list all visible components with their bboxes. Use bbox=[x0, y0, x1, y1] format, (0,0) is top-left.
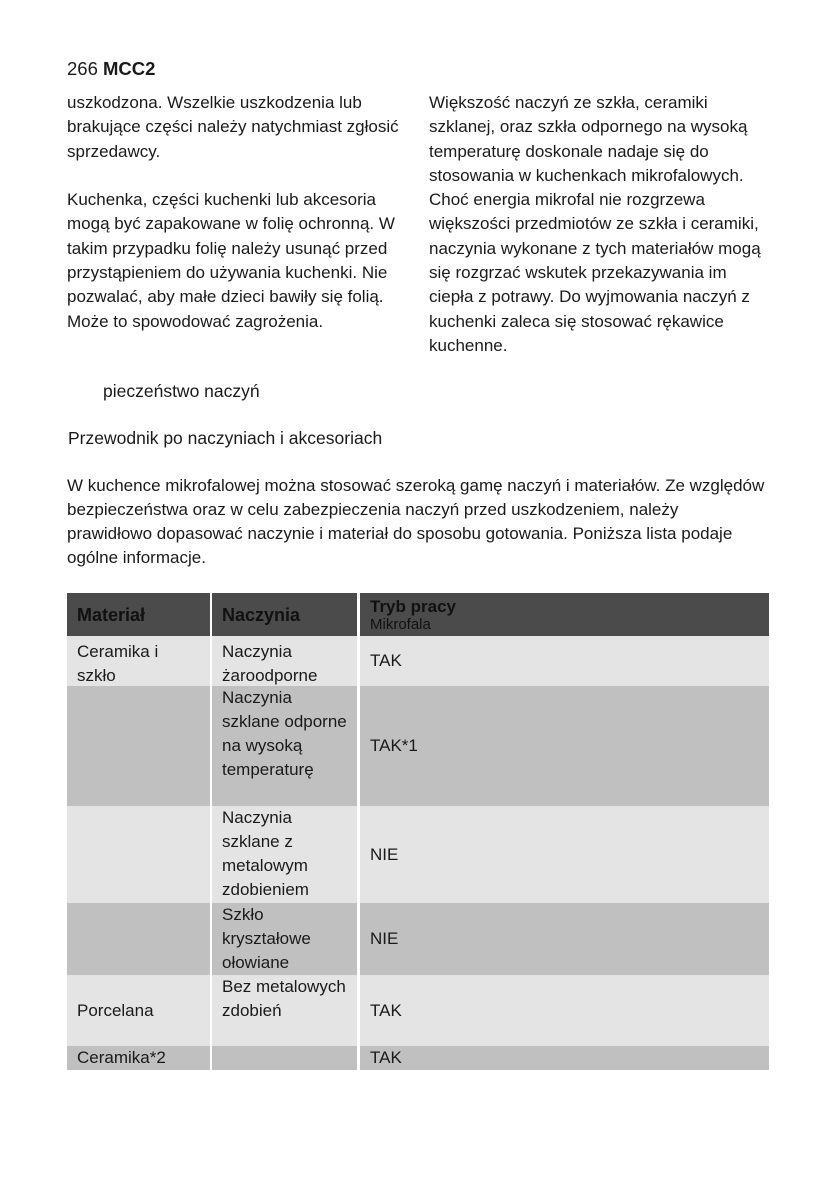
cell-material bbox=[67, 686, 210, 806]
cell-microwave: TAK bbox=[360, 975, 769, 1046]
header-mode bbox=[360, 593, 769, 636]
table-row bbox=[67, 686, 769, 806]
intro-paragraph: W kuchence mikrofalowej można stosować szeroką gamę naczyń i materiałów. Ze względów bezpieczeństwa oraz w celu zabezpieczenia naczyń przed uszkodzeniem, należy prawidłowo dopasować naczynie i materiał do sposobu gotowania. Poniższa lista podaje ogólne informacje. bbox=[67, 476, 765, 567]
left-column bbox=[67, 91, 417, 334]
header-material: Materiał bbox=[67, 593, 210, 636]
cell-dishes: Szkło kryształowe ołowiane bbox=[212, 903, 357, 975]
table-row bbox=[67, 806, 769, 903]
cell-material bbox=[67, 806, 210, 903]
cell-material: Ceramika*2 bbox=[67, 1046, 210, 1070]
table-row bbox=[67, 975, 769, 1046]
cell-dishes bbox=[212, 1046, 357, 1070]
cell-material bbox=[67, 903, 210, 975]
header-mode-title: Tryb pracy bbox=[370, 596, 456, 616]
cell-microwave: TAK bbox=[360, 636, 769, 686]
cell-dishes: Naczynia szklane z metalowym zdobieniem bbox=[212, 806, 357, 903]
cell-microwave: TAK*1 bbox=[360, 686, 769, 806]
cell-dishes: Naczynia żaroodporne bbox=[212, 636, 357, 686]
header-dishes: Naczynia bbox=[212, 593, 357, 636]
table-row bbox=[67, 636, 769, 686]
table-header-row bbox=[67, 593, 769, 636]
paragraph: Kuchenka, części kuchenki lub akcesoria mogą być zapakowane w folię ochronną. W takim przypadku folię należy usunąć przed przystąpieniem do używania kuchenki. Nie pozwalać, aby małe dzieci bawiły się folią. Może to spowodować zagrożenia. bbox=[67, 190, 395, 331]
cell-dishes: Bez metalowych zdobień bbox=[212, 975, 357, 1046]
cell-material: Ceramika i szkło bbox=[67, 636, 210, 686]
section-title: pieczeństwo naczyń bbox=[103, 381, 260, 401]
header-mode-sub: Mikrofala bbox=[370, 615, 431, 633]
page-header bbox=[67, 57, 155, 81]
page-number: 266 bbox=[67, 58, 98, 79]
model-name: MCC2 bbox=[103, 58, 156, 79]
cell-microwave: NIE bbox=[360, 903, 769, 975]
table-row bbox=[67, 903, 769, 975]
cell-microwave: TAK bbox=[360, 1046, 769, 1070]
paragraph: uszkodzona. Wszelkie uszkodzenia lub brakujące części należy natychmiast zgłosić sprzedawcy. bbox=[67, 93, 399, 161]
cell-material: Porcelana bbox=[67, 975, 210, 1046]
table-row bbox=[67, 1046, 769, 1070]
right-column bbox=[429, 91, 774, 358]
cell-microwave: NIE bbox=[360, 806, 769, 903]
cookware-table bbox=[67, 593, 769, 1070]
subsection-title: Przewodnik po naczyniach i akcesoriach bbox=[68, 428, 383, 448]
paragraph: Większość naczyń ze szkła, ceramiki szklanej, oraz szkła odpornego na wysoką temperaturę doskonale nadaje się do stosowania w kuchenkach mikrofalowych. Choć energia mikrofal nie rozgrzewa większości przedmiotów ze szkła i ceramiki, naczynia wykonane z tych materiałów mogą się rozgrzać wskutek przekazywania im ciepła z potrawy. Do wyjmowania naczyń z kuchenki zaleca się stosować rękawice kuchenne. bbox=[429, 93, 761, 355]
cell-dishes: Naczynia szklane odporne na wysoką temperaturę bbox=[212, 686, 357, 806]
